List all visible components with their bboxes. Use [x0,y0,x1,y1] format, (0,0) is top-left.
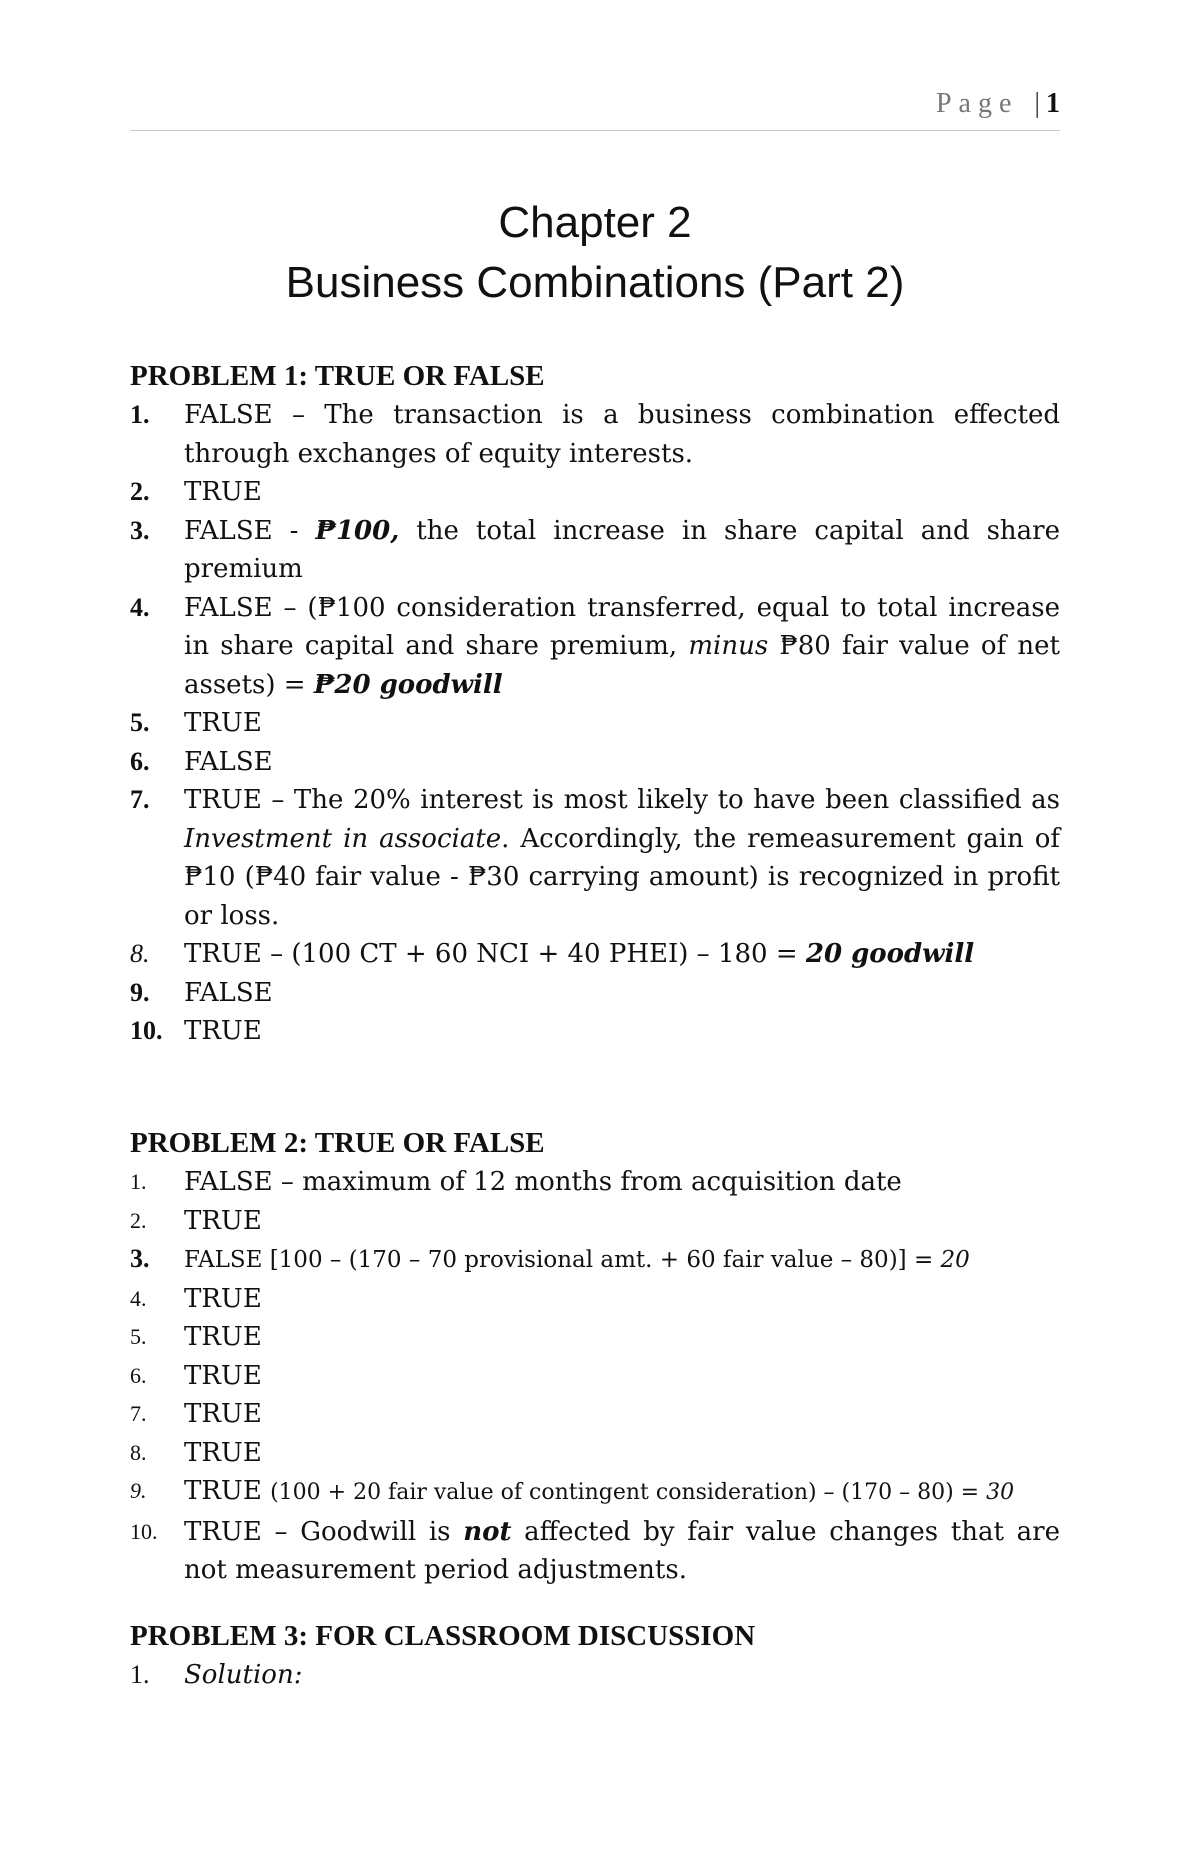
item-text: TRUE [184,708,262,738]
list-item [130,1656,1060,1695]
list-item [130,974,1060,1013]
page-word: Page [935,88,1019,119]
item-emphasis: 30 [986,1480,1015,1505]
problem3-heading: PROBLEM 3: FOR CLASSROOM DISCUSSION [130,1620,756,1652]
list-item [130,1280,1060,1319]
page-number [936,88,1060,120]
item-text: . Accordingly, the remeasurement gain of ₱10 (₱40 fair value - ₱30 carrying amount) is recognized in profit or loss. [184,823,1060,931]
item-number: 4. [130,592,150,622]
page-number-value: 1 [1046,88,1060,119]
item-number: 9. [130,977,150,1007]
list-item [130,396,1060,473]
item-number: 5. [130,1324,147,1349]
item-number: 9. [130,1478,147,1503]
item-text: TRUE – The 20% interest is most likely to have been classified as [184,785,1060,815]
item-number: 10. [130,1016,163,1045]
item-number: 5. [130,708,150,737]
item-emphasis: 20 [940,1247,970,1273]
item-number: 10. [130,1518,158,1544]
item-text: TRUE [184,1476,271,1506]
list-item [130,1434,1060,1473]
list-item [130,704,1060,743]
item-number: 4. [130,1285,147,1311]
page-separator: | [1034,88,1040,119]
item-text: TRUE [184,1437,262,1468]
item-text: FALSE – The transaction is a business combination effected through exchanges of equity interests. [184,400,1060,469]
item-text: affected by fair value changes that are not measurement period adjustments. [184,1516,1060,1585]
item-emphasis: ₱100, [315,515,400,546]
list-item [130,743,1060,782]
item-text: FALSE [184,977,273,1008]
list-item [130,1357,1060,1396]
item-text: FALSE - [184,515,316,546]
problem1-list [130,396,1060,1051]
item-number: 1. [130,1169,147,1194]
list-item [130,1202,1060,1241]
item-text: TRUE [184,1322,262,1352]
problem3-list [130,1656,1060,1695]
item-number: 6. [130,1362,147,1388]
item-number: 3. [130,515,150,545]
page-header [130,84,1060,131]
list-item [130,1318,1060,1357]
item-emphasis: 20 goodwill [805,939,975,969]
item-text: TRUE [184,1399,262,1429]
list-item [130,781,1060,935]
item-text: FALSE – maximum of 12 months from acquisition date [184,1167,902,1197]
item-text: FALSE [100 – (170 – 70 provisional amt. + 60 fair value – 80)] = [184,1247,941,1273]
item-text: TRUE [184,1205,262,1236]
item-text: ₱80 fair value of net assets) = [184,631,1060,700]
list-item [130,589,1060,705]
item-text: (100 + 20 fair value of contingent consideration) – (170 – 80) = [270,1480,987,1505]
item-number: 1. [130,1660,150,1689]
item-emphasis: minus [688,631,769,661]
item-number: 8. [130,1439,147,1465]
item-emphasis: ₱20 goodwill [313,669,503,700]
item-number: 1. [130,400,150,429]
item-text: TRUE – Goodwill is [184,1516,464,1547]
problem2-heading: PROBLEM 2: TRUE OR FALSE [130,1127,545,1159]
item-text: TRUE [184,1283,262,1314]
chapter-subtitle: Business Combinations (Part 2) [285,258,905,307]
item-text: TRUE [184,477,262,507]
item-number: 3. [130,1244,150,1273]
item-text: the total increase in share capital and share premium [184,515,1060,584]
list-item [130,1472,1060,1513]
item-emphasis: Investment in associate [184,823,502,854]
item-number: 2. [130,1207,147,1233]
item-number: 2. [130,477,150,506]
problem2-list [130,1163,1060,1590]
item-emphasis: not [463,1516,512,1547]
list-item [130,512,1060,589]
problem1-heading: PROBLEM 1: TRUE OR FALSE [130,360,545,392]
item-text: TRUE [184,1016,262,1046]
item-number: 7. [130,1401,147,1426]
list-item [130,935,1060,974]
list-item [130,1513,1060,1590]
list-item [130,1163,1060,1202]
chapter-title: Chapter 2 [498,198,692,247]
list-item [130,1395,1060,1434]
item-text: FALSE [184,746,273,777]
list-item [130,1012,1060,1051]
list-item [130,473,1060,512]
item-number: 6. [130,746,150,776]
item-text: Solution: [184,1660,303,1690]
item-number: 8. [130,939,150,968]
list-item [130,1240,1060,1280]
item-number: 7. [130,785,150,814]
item-text: FALSE – (₱100 consideration transferred, equal to total increase in share capital and share premium, [184,592,1060,661]
item-text: TRUE [184,1360,262,1391]
item-text: TRUE – (100 CT + 60 NCI + 40 PHEI) – 180 = [184,939,806,969]
